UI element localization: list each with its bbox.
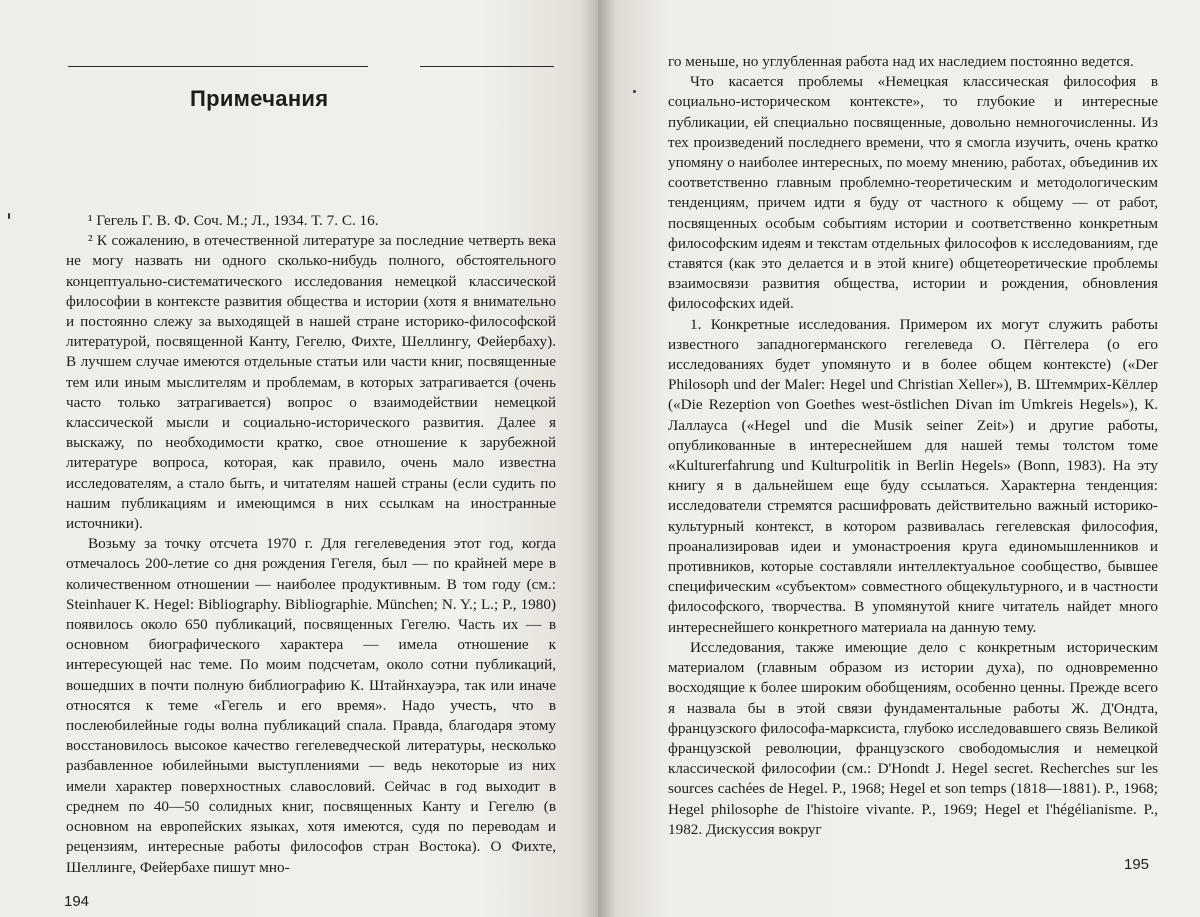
header-rule-left: [68, 66, 368, 67]
page-heading: Примечания: [190, 86, 329, 111]
paragraph-continued: го меньше, но углубленная работа над их наследием постоянно ведется.: [668, 53, 1134, 70]
note-1: ¹ Гегель Г. В. Ф. Соч. М.; Л., 1934. Т. 7. С. 16.: [88, 212, 379, 229]
margin-dot: [633, 90, 636, 93]
paragraph-concrete-studies: 1. Конкретные исследования. Примером их могут служить работы известного западногерманского гегелеведа О. Пёггелера (о его исследованиях будет упомянуто и в более общем контексте) («Der Philosoph und der Maler: Hegel und Christian Xeller»), В. Штеммрих-Кёллер («Die Rezeption von Goethes west-östlichen Divan im Umkreis Hegels»), К. Лаллауса («Hegel und die Musik seiner Zeit») и другие работы, опубликованные в интереснейшем для нашей темы толстом томе «Kulturerfahrung und Kulturpolitik in Berlin Hegels» (Bonn, 1983). На эту книгу я в дальнейшем еще буду ссылаться. Характерна тенденция: исследователи стремятся расшифровать действительно важный историко-культурный контекст, в котором развивалась гегелевская философия, проанализировав идеи и умонастроения круга единомышленников и противников, которые составляли интеллектуальное сообщество, бывшее специфическим «субъектом» совместного общекультурного, и в частности философского, творчества. В упомянутой книге читатель найдет много интереснейшего конкретного материала на данную тему.: [668, 315, 1158, 636]
note-2-continuation: Возьму за точку отсчета 1970 г. Для гегелеведения этот год, когда отмечалось 200-летие со дня рождения Гегеля, был — по крайней мере в количественном отношении — наиболее продуктивным. В том году (см.: Steinhauer K. Hegel: Bibliography. Bibliographie. München; N. Y.; L.; P., 1980) появилось около 650 публикаций, посвященных Гегелю. Часть их — в основном биографического характера — имела отношение к интересующей нас теме. По моим подсчетам, около сотни публикаций, вошедших в почти полную библиографию К. Штайнхауэра, так или иначе относятся к теме «Гегель и его время». Надо учесть, что в послеюбилейные годы волна публикаций спала. Правда, благодаря этому восстановилось высокое качество гегелеведческой литературы, несколько разбавленное юбилейными выступлениями — ведь некоторые из них имели характер поверхностных славословий. Сейчас в год выходит в среднем по 40—50 солидных книг, посвященных Канту и Гегелю (в основном на европейских языках, хотя имеются, судя по переводам и рецензиям, интересные работы философов стран Востока). О Фихте, Шеллинге, Фейербахе пишут мно-: [66, 535, 556, 876]
left-page: [0, 0, 598, 917]
page-number-right: 195: [1124, 856, 1150, 873]
right-page: [598, 0, 1200, 917]
right-body: [668, 52, 1158, 840]
paragraph-problem: Что касается проблемы «Немецкая классическая философия в социально-историческом контексте», то глубокие и интересные публикации, ей специально посвященные, довольно немногочисленны. Из тех произведений последнего времени, что я смогла изучить, очень кратко упомяну о наиболее интересных, по моему мнению, работах, объединив их соответственно главным проблемно-теоретическим и методологическим тенденциям, причем идти я буду от частного к общему — от работ, посвященных особым событиям истории и соответственно конкретным философским идеям и текстам отдельных философов к исследованиям, где ставятся (как это делается и в этой книге) общетеоретические проблемы взаимосвязи развития общества, истории и рождения, обновления философских идей.: [668, 73, 1158, 313]
header-rule-right: [420, 66, 554, 67]
margin-mark: [8, 213, 10, 219]
note-2: ² К сожалению, в отечественной литературе за последние четверть века не могу назвать ни одного сколько-нибудь полного, обстоятельного концептуально-систематического исследования немецкой классической философии в контексте развития общества и истории (хотя я внимательно и постоянно слежу за выходящей в нашей стране историко-философской литературой, посвященной Канту, Гегелю, Фихте, Шеллингу, Фейербаху). В лучшем случае имеются отдельные статьи или части книг, посвященные тем или иным мыслителям и проблемам, в которых затрагивается (очень часто только затрагивается) вопрос о взаимодействии немецкой классической мысли и социально-исторического развития. Далее я выскажу, по необходимости кратко, свое отношение к зарубежной литературе вопроса, которая, как правило, очень мало известна исследователям, а стало быть, и читателям нашей страны (если судить по нашим публикациям и имеющимся в них ссылкам на иностранные источники).: [66, 232, 556, 533]
paragraph-historical-research: Исследования, также имеющие дело с конкретным историческим материалом (главным образом из истории духа), по одновременно восходящие к более широким обобщениям, особенно ценны. Прежде всего я назвала бы в этой связи фундаментальные работы Ж. Д'Ондта, французского философа-марксиста, глубоко исследовавшего связь Великой французской революции, французского свободомыслия и немецкой классической философии (см.: D'Hondt J. Hegel secret. Recherches sur les sources cachées de Hegel. P., 1968; Hegel et son temps (1818—1881). P., 1968; Hegel philosophe de l'histoire vivante. P., 1969; Hegel et l'hégélianisme. P., 1982. Дискуссия вокруг: [668, 638, 1158, 838]
page-number-left: 194: [64, 893, 90, 910]
left-notes: [66, 211, 556, 878]
